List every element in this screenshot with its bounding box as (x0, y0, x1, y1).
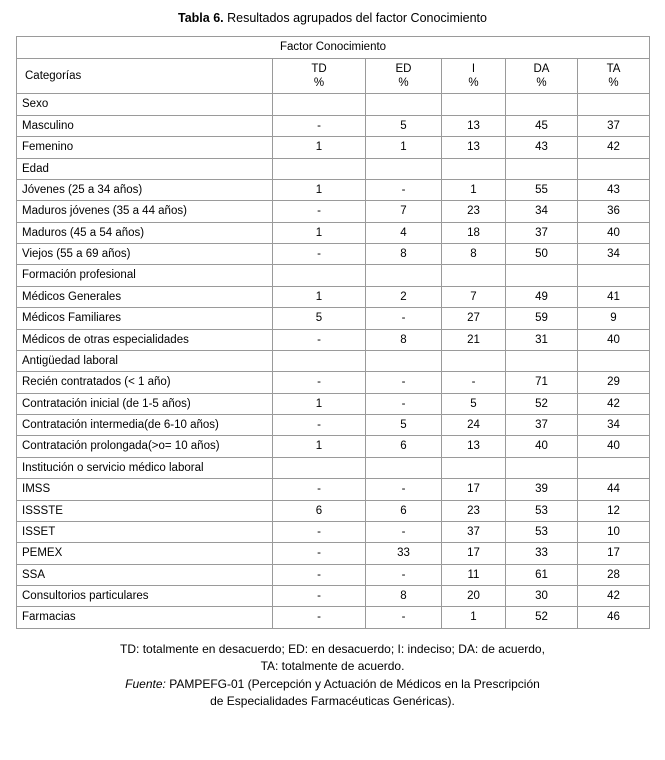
cell-value: - (273, 479, 366, 500)
cell-value: - (273, 372, 366, 393)
cell-value: 5 (366, 115, 442, 136)
table-row (17, 479, 650, 500)
group-header-row (17, 94, 650, 115)
cell-value: 59 (506, 308, 578, 329)
caption-text: Resultados agrupados del factor Conocimiento (223, 11, 487, 25)
cell-value: - (366, 521, 442, 542)
table-row (17, 607, 650, 628)
cell-value: 52 (506, 607, 578, 628)
cell-value: 17 (442, 543, 506, 564)
cell-value: - (442, 372, 506, 393)
table-header-span: Factor Conocimiento (17, 37, 650, 58)
cell-value: 61 (506, 564, 578, 585)
cell-value: - (366, 372, 442, 393)
cell-value: 10 (578, 521, 650, 542)
cell-value: 6 (366, 436, 442, 457)
column-header-6: TA % (578, 58, 650, 94)
cell-value: - (273, 415, 366, 436)
group-blank-cell (506, 94, 578, 115)
row-label: Contratación inicial (de 1-5 años) (17, 393, 273, 414)
cell-value: 9 (578, 308, 650, 329)
row-label: IMSS (17, 479, 273, 500)
cell-value: 39 (506, 479, 578, 500)
group-blank-cell (578, 457, 650, 478)
table-row (17, 137, 650, 158)
group-header-row (17, 265, 650, 286)
cell-value: 8 (442, 244, 506, 265)
cell-value: 40 (578, 436, 650, 457)
source-text: PAMPEFG-01 (Percepción y Actuación de Médicos en la Prescripción (165, 676, 540, 691)
cell-value: 7 (442, 286, 506, 307)
table-row (17, 222, 650, 243)
cell-value: - (273, 607, 366, 628)
row-label: ISSSTE (17, 500, 273, 521)
cell-value: - (273, 201, 366, 222)
cell-value: 71 (506, 372, 578, 393)
group-blank-cell (506, 457, 578, 478)
cell-value: 13 (442, 115, 506, 136)
table-row (17, 244, 650, 265)
cell-value: 53 (506, 521, 578, 542)
table-row (17, 543, 650, 564)
group-blank-cell (578, 265, 650, 286)
cell-value: 53 (506, 500, 578, 521)
cell-value: 46 (578, 607, 650, 628)
cell-value: 41 (578, 286, 650, 307)
cell-value: 34 (578, 244, 650, 265)
table-header-span-row (17, 37, 650, 58)
column-header-3: ED % (366, 58, 442, 94)
group-blank-cell (273, 265, 366, 286)
table-row (17, 564, 650, 585)
group-blank-cell (578, 350, 650, 371)
group-blank-cell (273, 94, 366, 115)
source-label: Fuente: (125, 676, 166, 691)
cell-value: 21 (442, 329, 506, 350)
cell-value: 17 (442, 479, 506, 500)
table-row (17, 286, 650, 307)
cell-value: 50 (506, 244, 578, 265)
group-blank-cell (442, 350, 506, 371)
results-table (16, 36, 650, 629)
row-label: Contratación intermedia(de 6-10 años) (17, 415, 273, 436)
group-label: Antigüedad laboral (17, 350, 273, 371)
group-header-row (17, 350, 650, 371)
cell-value: 23 (442, 500, 506, 521)
cell-value: - (273, 244, 366, 265)
cell-value: 6 (273, 500, 366, 521)
cell-value: 18 (442, 222, 506, 243)
cell-value: 55 (506, 179, 578, 200)
cell-value: 1 (273, 179, 366, 200)
table-row (17, 372, 650, 393)
cell-value: 52 (506, 393, 578, 414)
cell-value: 36 (578, 201, 650, 222)
cell-value: 42 (578, 393, 650, 414)
column-header-1: Categorías (17, 58, 273, 94)
table-row (17, 329, 650, 350)
cell-value: 29 (578, 372, 650, 393)
group-blank-cell (578, 158, 650, 179)
cell-value: - (366, 393, 442, 414)
group-blank-cell (506, 265, 578, 286)
table-footnotes (16, 641, 649, 711)
cell-value: 2 (366, 286, 442, 307)
column-header-5: DA % (506, 58, 578, 94)
row-label: Contratación prolongada(>o= 10 años) (17, 436, 273, 457)
cell-value: 7 (366, 201, 442, 222)
group-header-row (17, 457, 650, 478)
cell-value: 27 (442, 308, 506, 329)
group-blank-cell (442, 158, 506, 179)
cell-value: 6 (366, 500, 442, 521)
cell-value: 43 (506, 137, 578, 158)
cell-value: 20 (442, 586, 506, 607)
row-label: Masculino (17, 115, 273, 136)
cell-value: 13 (442, 137, 506, 158)
row-label: Médicos Familiares (17, 308, 273, 329)
cell-value: 42 (578, 586, 650, 607)
cell-value: 17 (578, 543, 650, 564)
table-row (17, 521, 650, 542)
cell-value: 44 (578, 479, 650, 500)
row-label: ISSET (17, 521, 273, 542)
row-label: Jóvenes (25 a 34 años) (17, 179, 273, 200)
group-label: Edad (17, 158, 273, 179)
row-label: Recién contratados (< 1 año) (17, 372, 273, 393)
cell-value: 30 (506, 586, 578, 607)
cell-value: - (366, 607, 442, 628)
cell-value: 5 (366, 415, 442, 436)
row-label: Femenino (17, 137, 273, 158)
cell-value: 1 (273, 436, 366, 457)
cell-value: 1 (442, 607, 506, 628)
cell-value: 1 (273, 286, 366, 307)
cell-value: 42 (578, 137, 650, 158)
cell-value: 34 (578, 415, 650, 436)
cell-value: 11 (442, 564, 506, 585)
cell-value: 5 (442, 393, 506, 414)
group-blank-cell (366, 94, 442, 115)
cell-value: - (273, 329, 366, 350)
cell-value: - (273, 564, 366, 585)
cell-value: 37 (578, 115, 650, 136)
group-blank-cell (366, 350, 442, 371)
footnote-source-line-1 (16, 676, 649, 693)
group-blank-cell (578, 94, 650, 115)
cell-value: - (366, 179, 442, 200)
cell-value: - (273, 115, 366, 136)
row-label: Médicos Generales (17, 286, 273, 307)
cell-value: 49 (506, 286, 578, 307)
cell-value: 45 (506, 115, 578, 136)
table-row (17, 415, 650, 436)
cell-value: 1 (366, 137, 442, 158)
cell-value: 40 (506, 436, 578, 457)
cell-value: 1 (273, 137, 366, 158)
column-header-4: I % (442, 58, 506, 94)
cell-value: 33 (366, 543, 442, 564)
row-label: Consultorios particulares (17, 586, 273, 607)
group-blank-cell (442, 265, 506, 286)
group-header-row (17, 158, 650, 179)
cell-value: - (366, 479, 442, 500)
footnote-line-2: TA: totalmente de acuerdo. (260, 659, 405, 674)
group-blank-cell (366, 265, 442, 286)
cell-value: 8 (366, 586, 442, 607)
cell-value: 40 (578, 329, 650, 350)
footnote-source-line-2: de Especialidades Farmacéuticas Genéricas). (210, 693, 455, 708)
cell-value: 12 (578, 500, 650, 521)
cell-value: 1 (273, 222, 366, 243)
cell-value: 13 (442, 436, 506, 457)
group-blank-cell (366, 457, 442, 478)
row-label: Farmacias (17, 607, 273, 628)
cell-value: 31 (506, 329, 578, 350)
cell-value: 28 (578, 564, 650, 585)
group-blank-cell (273, 158, 366, 179)
column-header-2: TD % (273, 58, 366, 94)
table-row (17, 201, 650, 222)
cell-value: 37 (506, 415, 578, 436)
row-label: Maduros (45 a 54 años) (17, 222, 273, 243)
cell-value: 4 (366, 222, 442, 243)
table-row (17, 115, 650, 136)
cell-value: - (273, 543, 366, 564)
row-label: Médicos de otras especialidades (17, 329, 273, 350)
cell-value: 8 (366, 244, 442, 265)
group-blank-cell (442, 457, 506, 478)
table-row (17, 308, 650, 329)
table-row (17, 436, 650, 457)
table-row (17, 500, 650, 521)
cell-value: 43 (578, 179, 650, 200)
row-label: Maduros jóvenes (35 a 44 años) (17, 201, 273, 222)
group-label: Sexo (17, 94, 273, 115)
table-row (17, 179, 650, 200)
cell-value: - (366, 564, 442, 585)
cell-value: 37 (442, 521, 506, 542)
cell-value: 5 (273, 308, 366, 329)
group-blank-cell (506, 350, 578, 371)
caption-label: Tabla 6. (178, 11, 224, 25)
group-blank-cell (366, 158, 442, 179)
cell-value: - (273, 521, 366, 542)
table-row (17, 393, 650, 414)
cell-value: 40 (578, 222, 650, 243)
cell-value: 1 (442, 179, 506, 200)
row-label: Viejos (55 a 69 años) (17, 244, 273, 265)
cell-value: 33 (506, 543, 578, 564)
cell-value: 37 (506, 222, 578, 243)
cell-value: 1 (273, 393, 366, 414)
cell-value: - (366, 308, 442, 329)
footnote-line-1: TD: totalmente en desacuerdo; ED: en desacuerdo; I: indeciso; DA: de acuerdo, (120, 641, 545, 656)
group-blank-cell (442, 94, 506, 115)
group-blank-cell (273, 457, 366, 478)
cell-value: - (273, 586, 366, 607)
cell-value: 23 (442, 201, 506, 222)
cell-value: 8 (366, 329, 442, 350)
cell-value: 24 (442, 415, 506, 436)
group-label: Formación profesional (17, 265, 273, 286)
row-label: PEMEX (17, 543, 273, 564)
table-caption (16, 10, 649, 26)
group-blank-cell (506, 158, 578, 179)
group-label: Institución o servicio médico laboral (17, 457, 273, 478)
group-blank-cell (273, 350, 366, 371)
cell-value: 34 (506, 201, 578, 222)
table-row (17, 586, 650, 607)
row-label: SSA (17, 564, 273, 585)
table-body (17, 37, 650, 629)
table-column-header-row (17, 58, 650, 94)
